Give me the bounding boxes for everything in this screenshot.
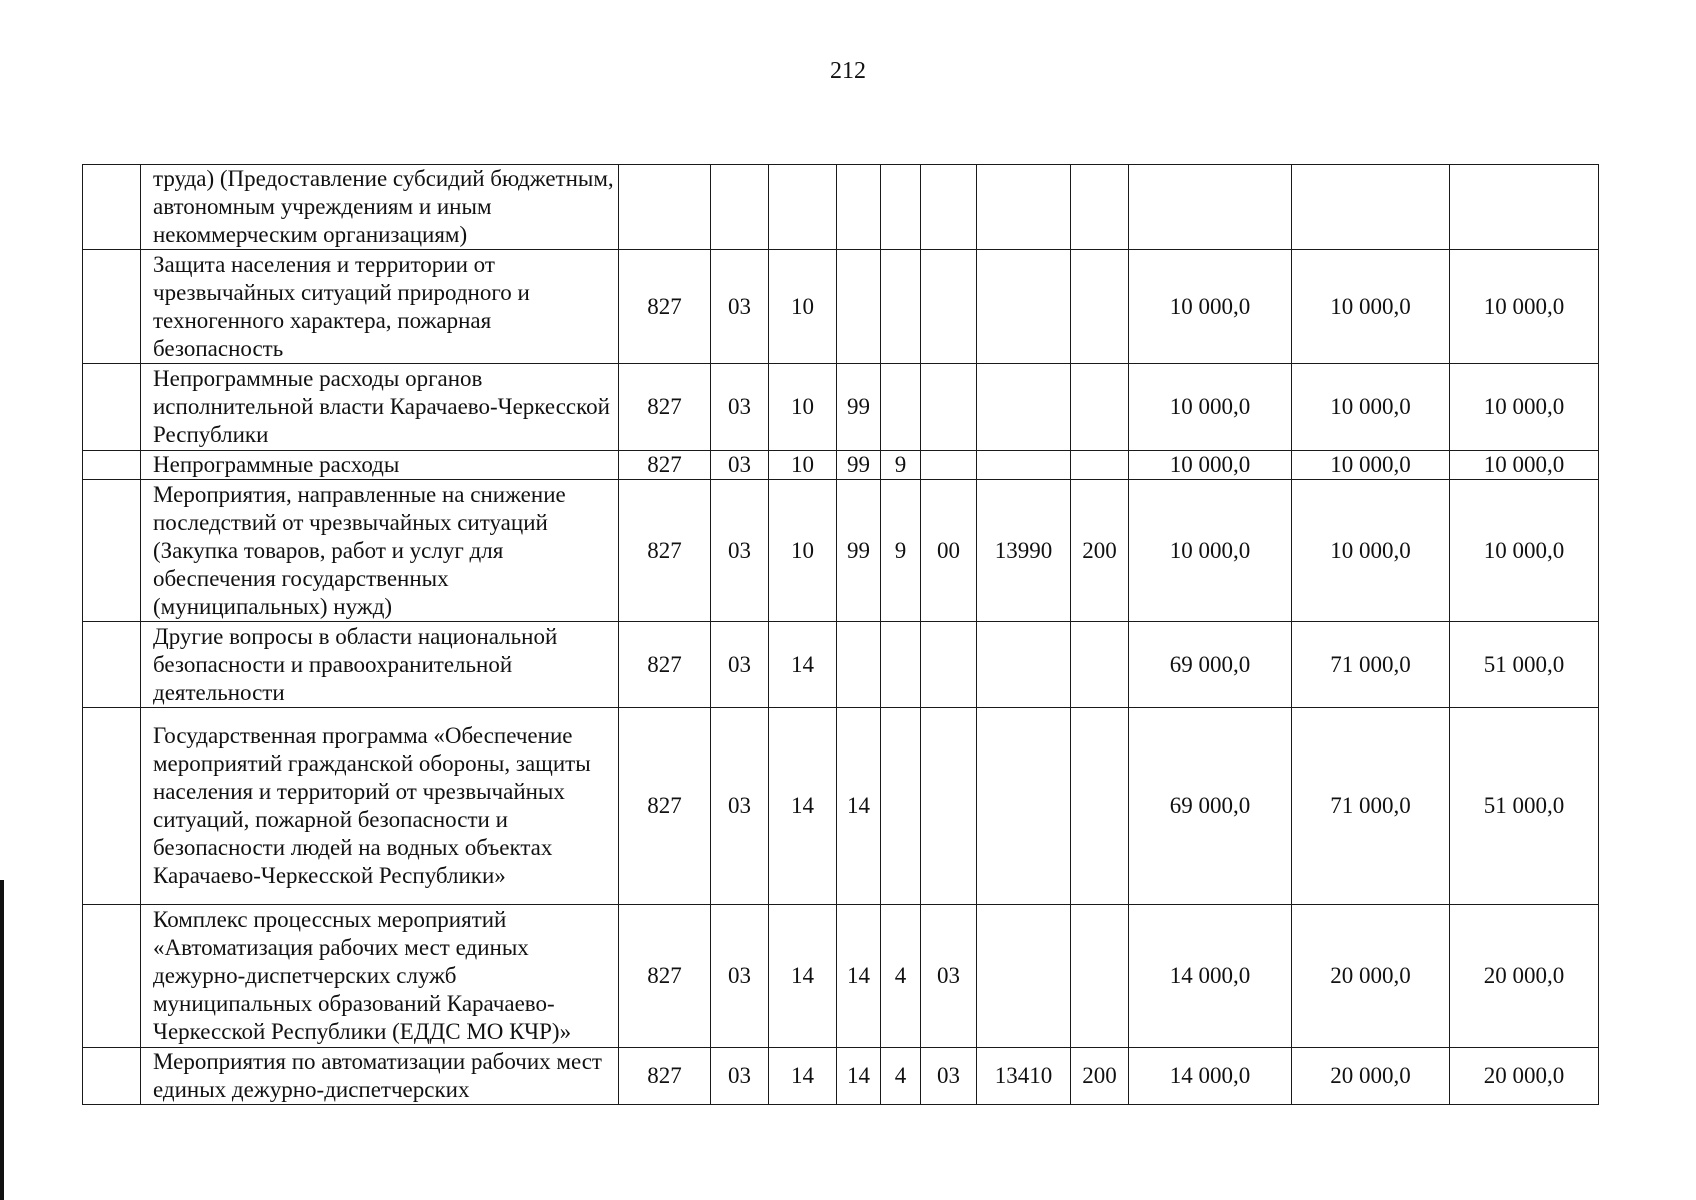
amount-year3-cell: 20 000,0 (1450, 1048, 1599, 1105)
subprogram-code-cell: 9 (881, 480, 921, 622)
ved-code-cell: 827 (619, 480, 711, 622)
program-code-cell (837, 165, 881, 250)
table-row (83, 708, 1599, 905)
row-name-cell: Государственная программа «Обеспечение мероприятий гражданской обороны, защиты населения и территорий от чрезвычайных ситуаций, пожарной безопасности и безопасности людей на водных объектах Карачаево-Черкесской Республики» (141, 708, 619, 905)
program-code-cell: 99 (837, 480, 881, 622)
section-code-cell: 03 (711, 480, 769, 622)
table-row (83, 364, 1599, 451)
expense-type-cell (1071, 622, 1129, 708)
row-name-cell: Мероприятия по автоматизации рабочих мест единых дежурно-диспетчерских (141, 1048, 619, 1105)
section-code-cell (711, 165, 769, 250)
row-name-cell: Защита населения и территории от чрезвычайных ситуаций природного и техногенного характера, пожарная безопасность (141, 250, 619, 364)
direction-code-cell (977, 165, 1071, 250)
measure-code-cell (921, 708, 977, 905)
subsection-code-cell: 14 (769, 1048, 837, 1105)
section-code-cell: 03 (711, 250, 769, 364)
row-name-cell: Другие вопросы в области национальной безопасности и правоохранительной деятельности (141, 622, 619, 708)
amount-year1-cell: 10 000,0 (1129, 250, 1292, 364)
measure-code-cell (921, 364, 977, 451)
subprogram-code-cell: 4 (881, 905, 921, 1048)
measure-code-cell (921, 250, 977, 364)
row-index-cell (83, 480, 141, 622)
amount-year3-cell: 10 000,0 (1450, 480, 1599, 622)
row-index-cell (83, 708, 141, 905)
section-code-cell: 03 (711, 905, 769, 1048)
subsection-code-cell: 14 (769, 708, 837, 905)
table-row (83, 480, 1599, 622)
amount-year1-cell: 14 000,0 (1129, 1048, 1292, 1105)
subprogram-code-cell (881, 708, 921, 905)
table-row (83, 165, 1599, 250)
ved-code-cell: 827 (619, 1048, 711, 1105)
ved-code-cell: 827 (619, 451, 711, 480)
measure-code-cell: 03 (921, 1048, 977, 1105)
section-code-cell: 03 (711, 708, 769, 905)
direction-code-cell: 13410 (977, 1048, 1071, 1105)
direction-code-cell: 13990 (977, 480, 1071, 622)
program-code-cell (837, 622, 881, 708)
subsection-code-cell: 14 (769, 905, 837, 1048)
expense-type-cell: 200 (1071, 480, 1129, 622)
table-row (83, 451, 1599, 480)
measure-code-cell: 00 (921, 480, 977, 622)
subsection-code-cell (769, 165, 837, 250)
amount-year1-cell: 14 000,0 (1129, 905, 1292, 1048)
subprogram-code-cell (881, 250, 921, 364)
program-code-cell: 99 (837, 364, 881, 451)
section-code-cell: 03 (711, 622, 769, 708)
amount-year2-cell: 10 000,0 (1292, 451, 1450, 480)
ved-code-cell: 827 (619, 708, 711, 905)
expense-type-cell (1071, 905, 1129, 1048)
expense-type-cell (1071, 364, 1129, 451)
amount-year3-cell: 20 000,0 (1450, 905, 1599, 1048)
row-name-cell: Комплекс процессных мероприятий «Автоматизация рабочих мест единых дежурно-диспетчерских служб муниципальных образований Карачаево-Черкесской Республики (ЕДДС МО КЧР)» (141, 905, 619, 1048)
amount-year2-cell (1292, 165, 1450, 250)
section-code-cell: 03 (711, 451, 769, 480)
amount-year3-cell: 10 000,0 (1450, 250, 1599, 364)
section-code-cell: 03 (711, 364, 769, 451)
program-code-cell: 14 (837, 905, 881, 1048)
expense-type-cell: 200 (1071, 1048, 1129, 1105)
table-row (83, 905, 1599, 1048)
amount-year1-cell: 69 000,0 (1129, 708, 1292, 905)
row-index-cell (83, 250, 141, 364)
expense-type-cell (1071, 451, 1129, 480)
expense-type-cell (1071, 708, 1129, 905)
row-index-cell (83, 1048, 141, 1105)
ved-code-cell: 827 (619, 364, 711, 451)
row-name-cell: Непрограммные расходы (141, 451, 619, 480)
amount-year3-cell: 10 000,0 (1450, 364, 1599, 451)
amount-year3-cell: 51 000,0 (1450, 622, 1599, 708)
row-index-cell (83, 451, 141, 480)
expense-type-cell (1071, 165, 1129, 250)
direction-code-cell (977, 364, 1071, 451)
subsection-code-cell: 10 (769, 364, 837, 451)
ved-code-cell: 827 (619, 622, 711, 708)
ved-code-cell: 827 (619, 905, 711, 1048)
row-index-cell (83, 364, 141, 451)
table-row (83, 250, 1599, 364)
direction-code-cell (977, 622, 1071, 708)
direction-code-cell (977, 905, 1071, 1048)
amount-year2-cell: 10 000,0 (1292, 250, 1450, 364)
amount-year2-cell: 20 000,0 (1292, 1048, 1450, 1105)
subsection-code-cell: 10 (769, 480, 837, 622)
amount-year1-cell: 10 000,0 (1129, 480, 1292, 622)
amount-year2-cell: 71 000,0 (1292, 708, 1450, 905)
program-code-cell: 99 (837, 451, 881, 480)
direction-code-cell (977, 708, 1071, 905)
row-name-cell: труда) (Предоставление субсидий бюджетным, автономным учреждениям и иным некоммерческим организациям) (141, 165, 619, 250)
subsection-code-cell: 10 (769, 250, 837, 364)
amount-year1-cell (1129, 165, 1292, 250)
row-name-cell: Мероприятия, направленные на снижение последствий от чрезвычайных ситуаций (Закупка товаров, работ и услуг для обеспечения государственных (муниципальных) нужд) (141, 480, 619, 622)
table-body (83, 165, 1599, 1105)
section-code-cell: 03 (711, 1048, 769, 1105)
amount-year3-cell: 10 000,0 (1450, 451, 1599, 480)
amount-year3-cell: 51 000,0 (1450, 708, 1599, 905)
measure-code-cell (921, 451, 977, 480)
amount-year1-cell: 69 000,0 (1129, 622, 1292, 708)
measure-code-cell: 03 (921, 905, 977, 1048)
subprogram-code-cell (881, 622, 921, 708)
row-index-cell (83, 622, 141, 708)
program-code-cell: 14 (837, 708, 881, 905)
page-number: 212 (830, 58, 866, 84)
direction-code-cell (977, 250, 1071, 364)
subprogram-code-cell: 9 (881, 451, 921, 480)
table-row (83, 1048, 1599, 1105)
expense-type-cell (1071, 250, 1129, 364)
amount-year2-cell: 10 000,0 (1292, 364, 1450, 451)
subsection-code-cell: 10 (769, 451, 837, 480)
amount-year3-cell (1450, 165, 1599, 250)
subsection-code-cell: 14 (769, 622, 837, 708)
subprogram-code-cell: 4 (881, 1048, 921, 1105)
amount-year2-cell: 71 000,0 (1292, 622, 1450, 708)
amount-year2-cell: 10 000,0 (1292, 480, 1450, 622)
amount-year1-cell: 10 000,0 (1129, 364, 1292, 451)
direction-code-cell (977, 451, 1071, 480)
scan-edge-mark (0, 880, 4, 1200)
program-code-cell (837, 250, 881, 364)
program-code-cell: 14 (837, 1048, 881, 1105)
amount-year2-cell: 20 000,0 (1292, 905, 1450, 1048)
subprogram-code-cell (881, 364, 921, 451)
measure-code-cell (921, 622, 977, 708)
budget-table (82, 164, 1599, 1105)
row-index-cell (83, 165, 141, 250)
amount-year1-cell: 10 000,0 (1129, 451, 1292, 480)
ved-code-cell (619, 165, 711, 250)
measure-code-cell (921, 165, 977, 250)
row-index-cell (83, 905, 141, 1048)
ved-code-cell: 827 (619, 250, 711, 364)
subprogram-code-cell (881, 165, 921, 250)
table-row (83, 622, 1599, 708)
row-name-cell: Непрограммные расходы органов исполнительной власти Карачаево-Черкесской Республики (141, 364, 619, 451)
